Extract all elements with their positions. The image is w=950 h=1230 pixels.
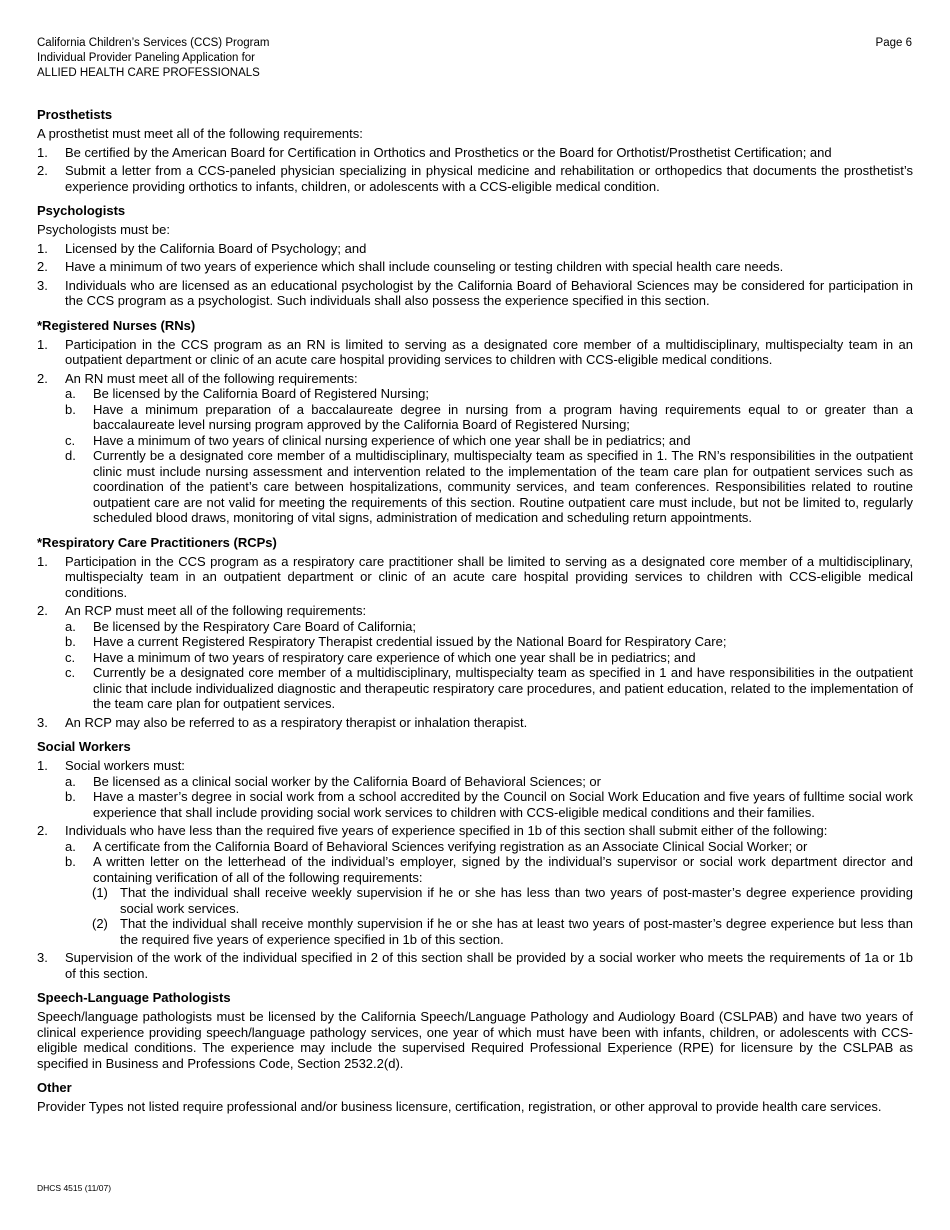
sub-item-letter: d. — [65, 448, 76, 463]
item-number: 3. — [37, 277, 48, 293]
sub-sub-item — [37, 916, 913, 947]
item-text: Submit a letter from a CCS-paneled physician specializing in physical medicine and rehabilitation or orthopedics that documents the prosthetist’s experience providing orthotics to infants, children, or adolescents with a CCS-eligible medical condition. — [65, 163, 913, 194]
item-text: An RN must meet all of the following requirements: — [65, 370, 358, 386]
sub-item-text: A certificate from the California Board of Behavioral Sciences verifying registration as an Associate Clinical Social Worker; or — [93, 838, 808, 854]
item-text: An RCP may also be referred to as a respiratory therapist or inhalation therapist. — [65, 714, 528, 730]
section-title-registered-nurses: *Registered Nurses (RNs) — [37, 317, 196, 333]
list-item — [37, 145, 913, 161]
item-text: Have a minimum of two years of experience which shall include counseling or testing children with special health care needs. — [65, 259, 784, 274]
list-item — [37, 371, 913, 387]
document-page — [37, 36, 913, 1115]
form-number: DHCS 4515 (11/07) — [37, 1183, 112, 1193]
item-text: Social workers must: — [65, 758, 185, 773]
sub-item — [37, 448, 913, 526]
item-text: Supervision of the work of the individual specified in 2 of this section shall be provided by a social worker who meets the requirements of 1a or 1b of this section. — [65, 950, 913, 981]
section-title-social-workers: Social Workers — [37, 739, 131, 754]
section-title-psychologists: Psychologists — [37, 203, 126, 218]
sub-item-letter: c. — [65, 665, 76, 680]
sub-item-letter: a. — [65, 618, 76, 634]
sub-item — [37, 634, 913, 650]
sub-item — [37, 665, 913, 712]
sub-item — [37, 774, 913, 790]
header-audience: ALLIED HEALTH CARE PROFESSIONALS — [37, 67, 260, 79]
item-number: 2. — [37, 823, 48, 838]
item-text: Individuals who have less than the required five years of experience specified in 1b of this section shall submit either of the following: — [65, 823, 828, 838]
item-text: Licensed by the California Board of Psychology; and — [65, 240, 367, 256]
sub-item-text: Have a minimum of two years of clinical nursing experience of which one year shall be in pediatrics; and — [93, 432, 691, 448]
item-number: 3. — [37, 714, 48, 730]
sub-item-letter: b. — [65, 401, 76, 417]
item-text: Individuals who are licensed as an educational psychologist by the California Board of Behavioral Sciences may be considered for participation in the CCS program as a psychologist. Such individuals shall also possess the experience specified in this section. — [65, 277, 913, 308]
sub-item-letter: b. — [65, 789, 76, 804]
sub-item-letter: a. — [65, 386, 76, 401]
item-text: Be certified by the American Board for Certification in Orthotics and Prosthetics or the Board for Orthotist/Prosthetist Certification; and — [65, 144, 832, 160]
document-header — [37, 36, 913, 84]
page-number: Page 6 — [875, 37, 912, 49]
list-item — [37, 554, 913, 601]
sub-item — [37, 402, 913, 433]
list-item — [37, 603, 913, 619]
sub-item-letter: b. — [65, 634, 76, 649]
sub-item — [37, 854, 913, 885]
section-title-respiratory-care: *Respiratory Care Practitioners (RCPs) — [37, 534, 277, 550]
sub-item-text: Have a minimum of two years of respiratory care experience of which one year shall be in pediatrics; and — [93, 649, 696, 665]
sub-sub-item-number: (1) — [92, 885, 108, 900]
list-item — [37, 259, 913, 275]
sub-item-letter: c. — [65, 432, 76, 448]
list-item — [37, 337, 913, 368]
list-item — [37, 823, 913, 839]
sub-item-text: Be licensed by the Respiratory Care Board of California; — [93, 618, 416, 634]
sub-item — [37, 789, 913, 820]
item-number: 1. — [37, 758, 48, 773]
section-title-prosthetists: Prosthetists — [37, 107, 113, 122]
header-application: Individual Provider Paneling Application for — [37, 52, 255, 64]
item-number: 2. — [37, 603, 48, 618]
sub-item — [37, 619, 913, 635]
item-number: 1. — [37, 144, 48, 160]
list-item — [37, 758, 913, 774]
section-title-speech-language: Speech-Language Pathologists — [37, 990, 231, 1005]
sub-item-letter: c. — [65, 649, 76, 665]
sub-item — [37, 839, 913, 855]
sub-item-text: Have a current Registered Respiratory Therapist credential issued by the National Board for Respiratory Care; — [93, 634, 727, 649]
speech-language-paragraph: Speech/language pathologists must be licensed by the California Speech/Language Pathology and Audiology Board (CSLPAB) and have two years of clinical experience providing speech/language pathology services, one year of which must have been with infants, children, or adolescents with CCS-eligible medical conditions. The experience may include the supervised Required Professional Experience (RPE) for licensure by the CSLPAB as specified in Business and Professions Code, Section 2532.2(d). — [37, 1009, 913, 1071]
item-number: 3. — [37, 950, 48, 965]
item-number: 1. — [37, 240, 48, 256]
item-number: 1. — [37, 336, 48, 352]
sub-item — [37, 433, 913, 449]
sub-sub-item-text: That the individual shall receive monthly supervision if he or she has at least two years of post-master’s degree experience but less than the required five years of experience specified in 1b of this section. — [120, 916, 913, 947]
item-text: An RCP must meet all of the following requirements: — [65, 603, 367, 618]
sub-item-letter: b. — [65, 854, 76, 869]
sub-item-text: Have a master’s degree in social work from a school accredited by the Council on Social Work Education and five years of fulltime social work experience that shall include providing social work services to children with CCS-eligible medical conditions and their families. — [93, 789, 913, 820]
sub-item-text: Currently be a designated core member of a multidisciplinary, multispecialty team as specified in 1 and have responsibilities in the outpatient clinic that include individualized diagnostic and therapeutic respiratory care procedures, and patient education, related to the implementation of the team care plan for outpatient services. — [93, 665, 913, 711]
header-program: California Children’s Services (CCS) Program — [37, 37, 270, 49]
item-number: 2. — [37, 259, 48, 274]
prosthetists-intro: A prosthetist must meet all of the following requirements: — [37, 126, 363, 141]
sub-item-letter: a. — [65, 838, 76, 854]
list-item — [37, 950, 913, 981]
sub-sub-item-text: That the individual shall receive weekly supervision if he or she has less than two years of post-master’s degree experience providing social work services. — [120, 885, 913, 916]
sub-item — [37, 386, 913, 402]
item-number: 2. — [37, 370, 48, 386]
psychologists-intro: Psychologists must be: — [37, 222, 170, 237]
list-item — [37, 163, 913, 194]
list-item — [37, 278, 913, 309]
item-text: Participation in the CCS program as a respiratory care practitioner shall be limited to serving as a designated core member of a multidisciplinary, multispecialty team in an outpatient department or clinic of an acute care hospital providing services to children with CCS-eligible medical conditions. — [65, 553, 913, 600]
sub-sub-item-number: (2) — [92, 916, 108, 931]
sub-item-text: Currently be a designated core member of a multidisciplinary, multispecialty team as specified in 1. The RN’s responsibilities in the outpatient clinic must include nursing assessment and intervention related to the implementation of the team care plan for outpatient services such as coordination of the patient’s care between hospitalizations, community services, and team conferences. Responsibilities related to routine outpatient care are not valid for meeting the requirements of this section. Routine outpatient care must include, but not be limited to, regularly scheduled blood draws, monitoring of vital signs, administration of medication and scheduling return appointments. — [93, 448, 913, 525]
list-item — [37, 715, 913, 731]
sub-item — [37, 650, 913, 666]
sub-item-text: Be licensed as a clinical social worker by the California Board of Behavioral Sciences; or — [93, 773, 601, 789]
sub-sub-item — [37, 885, 913, 916]
item-number: 2. — [37, 163, 48, 178]
item-text: Participation in the CCS program as an RN is limited to serving as a designated core member of a multidisciplinary, multispecialty team in an outpatient department or clinic of an acute care hospital providing services to children with CCS-eligible medical conditions. — [65, 336, 913, 367]
sub-item-text: Be licensed by the California Board of Registered Nursing; — [93, 386, 430, 401]
sub-item-text: A written letter on the letterhead of the individual’s employer, signed by the individual’s supervisor or social work department director and containing verification of all of the following requirements: — [93, 854, 913, 885]
sub-item-letter: a. — [65, 773, 76, 789]
other-paragraph: Provider Types not listed require professional and/or business licensure, certification, registration, or other approval to provide health care services. — [37, 1099, 882, 1114]
list-item — [37, 241, 913, 257]
section-title-other: Other — [37, 1080, 72, 1095]
sub-item-text: Have a minimum preparation of a baccalaureate degree in nursing from a program having requirements equal to or greater than a baccalaureate level nursing program approved by the California Board of Registered Nursing; — [93, 401, 913, 432]
item-number: 1. — [37, 553, 48, 569]
